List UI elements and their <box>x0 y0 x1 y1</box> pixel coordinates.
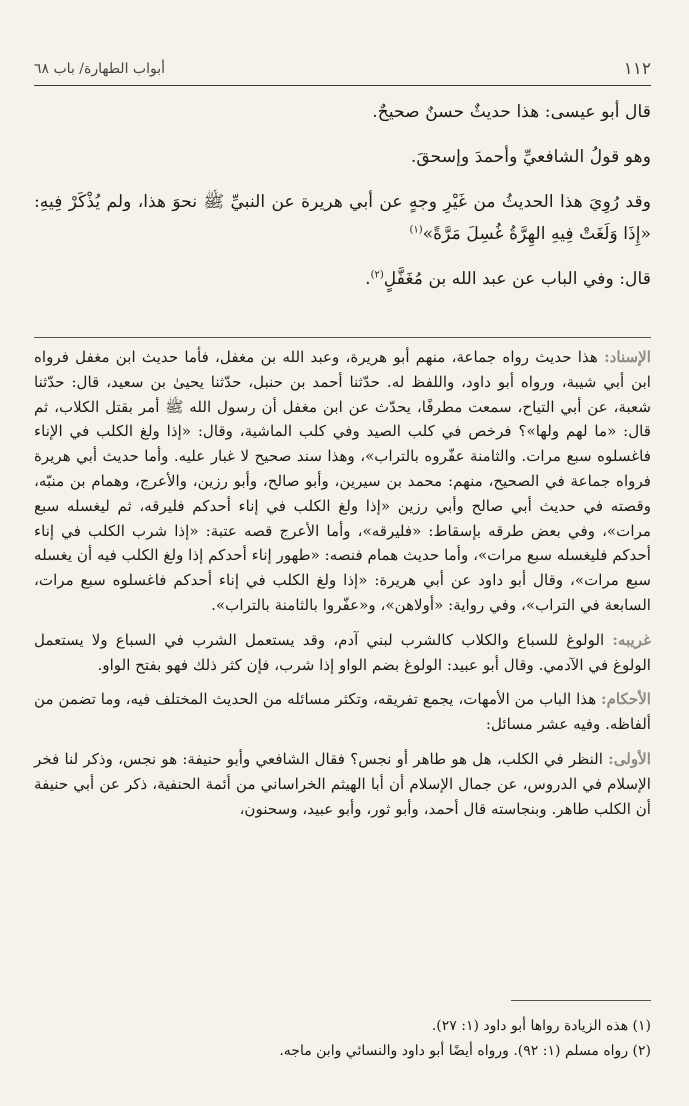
footnote-rule <box>511 1000 651 1001</box>
ula-paragraph <box>34 747 651 821</box>
main-paragraph-4-end: . <box>365 269 371 289</box>
footnotes <box>34 1014 651 1064</box>
main-paragraph-2: وهو قولُ الشافعيِّ وأحمدَ وإسحقَ. <box>410 147 651 167</box>
main-paragraph-4-text: قال: وفي الباب عن عبد الله بن مُغَفَّلٍ <box>383 269 651 289</box>
ula-label: الأولى: <box>608 749 651 768</box>
main-paragraph-1: قال أبو عيسى: هذا حديثٌ حسنٌ صحيحٌ. <box>372 102 651 122</box>
ahkam-paragraph <box>34 687 651 737</box>
gharib-text: الولوغ للسباع والكلاب كالشرب لبني آدم، وقد يستعمل الشرب في السباع ولا يستعمل الولوغ في الآدمي. وقال أبو عبيد: الولوغ بضم الواو إذا شرب، فإن كثر ذلك فهو بفتح الواو. <box>34 630 651 674</box>
ahkam-label: الأحكام: <box>601 690 651 709</box>
footnote-ref-2[interactable]: (٢) <box>370 269 384 281</box>
commentary <box>34 345 651 831</box>
running-title: أبواب الطهارة/ باب ٦٨ <box>34 61 165 77</box>
main-paragraph-3 <box>34 186 651 250</box>
ula-text: النظر في الكلب، هل هو طاهر أو نجس؟ فقال الشافعي وأبو حنيفة: هو نجس، وذكر لنا فخر الإسلام في الدروس، عن جمال الإسلام أن أبا الهيثم الخراساني من أئمة الحنفية، ذكر عن أبي حنيفة أن الكلب طاهر. وبنجاسته قال أحمد، وأبو ثور، وأبو عبيد، وسحنون، <box>34 749 651 818</box>
isnad-label: الإسناد: <box>604 348 651 366</box>
footnote-1: (١) هذه الزيادة رواها أبو داود (١: ٢٧). <box>431 1018 651 1034</box>
main-paragraph-4 <box>34 263 651 295</box>
section-divider <box>34 337 651 338</box>
isnad-paragraph <box>34 345 651 618</box>
isnad-text: هذا حديث رواه جماعة، منهم أبو هريرة، وعبد الله بن مغفل، فأما حديث ابن مغفل فرواه ابن أبي شيبة، ورواه أبو داود، واللفظ له. حدّثنا أحمد بن حنبل، حدّثنا يحيىٰ بن سعيد، قال: حدّثنا شعبة، عن أبي التياح، سمعت مطرفًا، يحدّث عن ابن مغفل أن رسول الله ﷺ أمر بقتل الكلاب، ثم قال: «ما لهم ولها»؟ فرخص في كلب الصيد وفي كلب الماشية، وقال: «إذا ولغ الكلب في الإناء فاغسلوه سبع مرات. والثامنة عفّروه بالتراب»، وهذا سند صحيح لا غبار عليه. وأما حديث أبي هريرة فرواه جماعة في الصحيح، منهم: محمد بن سيرين، وأبو صالح، وأبو رزين، والأعرج، وهمام بن منبّه، وقصته في حديث أبي صالح وأبي رزين «إذا ولغ الكلب في إناء أحدكم فليرقه، ثم ليغسله سبع مرات»، وفي بعض طرقه بإسقاط: «فليرقه»، وأما الأعرج قصه عتبة: «إذا شرب الكلب في إناء أحدكم فليغسله سبع مرات»، وأما حديث همام فنصه: «طهور إناء أحدكم إذا ولغ الكلب فيه أن يغسله سبع مرات»، وقال أبو داود عن أبي هريرة: «إذا ولغ الكلب في إناء أحدكم فاغسلوه سبع مرات، السابعة في التراب»، وفي رواية: «أولاهن»، و«عفّروا بالثامنة بالتراب». <box>34 348 651 614</box>
main-paragraph-3-text: وقد رُوِيَ هذا الحديثُ من غَيْرِ وجهٍ عن أبي هريرة عن النبيِّ ﷺ نحوَ هذا، ولم يُذْكَرْ فِيهِ: «إِذَا وَلَغَتْ فِيهِ الهِرَّةُ غُسِلَ مَرَّةً» <box>34 192 651 244</box>
gharib-label: غريبه: <box>612 630 651 649</box>
ahkam-text: هذا الباب من الأمهات، يجمع تفريقه، وتكثر مسائله من الحديث المختلف فيه، وما تضمن من ألفاظه. وفيه عشر مسائل: <box>34 690 651 734</box>
page-header <box>34 57 651 86</box>
page-number: ١١٢ <box>623 59 651 79</box>
gharib-paragraph <box>34 628 651 678</box>
footnote-ref-1[interactable]: (١) <box>409 224 423 236</box>
main-text <box>34 96 651 295</box>
footnote-2: (٢) رواه مسلم (١: ٩٢). ورواه أيضًا أبو داود والنسائي وابن ماجه. <box>279 1043 651 1059</box>
